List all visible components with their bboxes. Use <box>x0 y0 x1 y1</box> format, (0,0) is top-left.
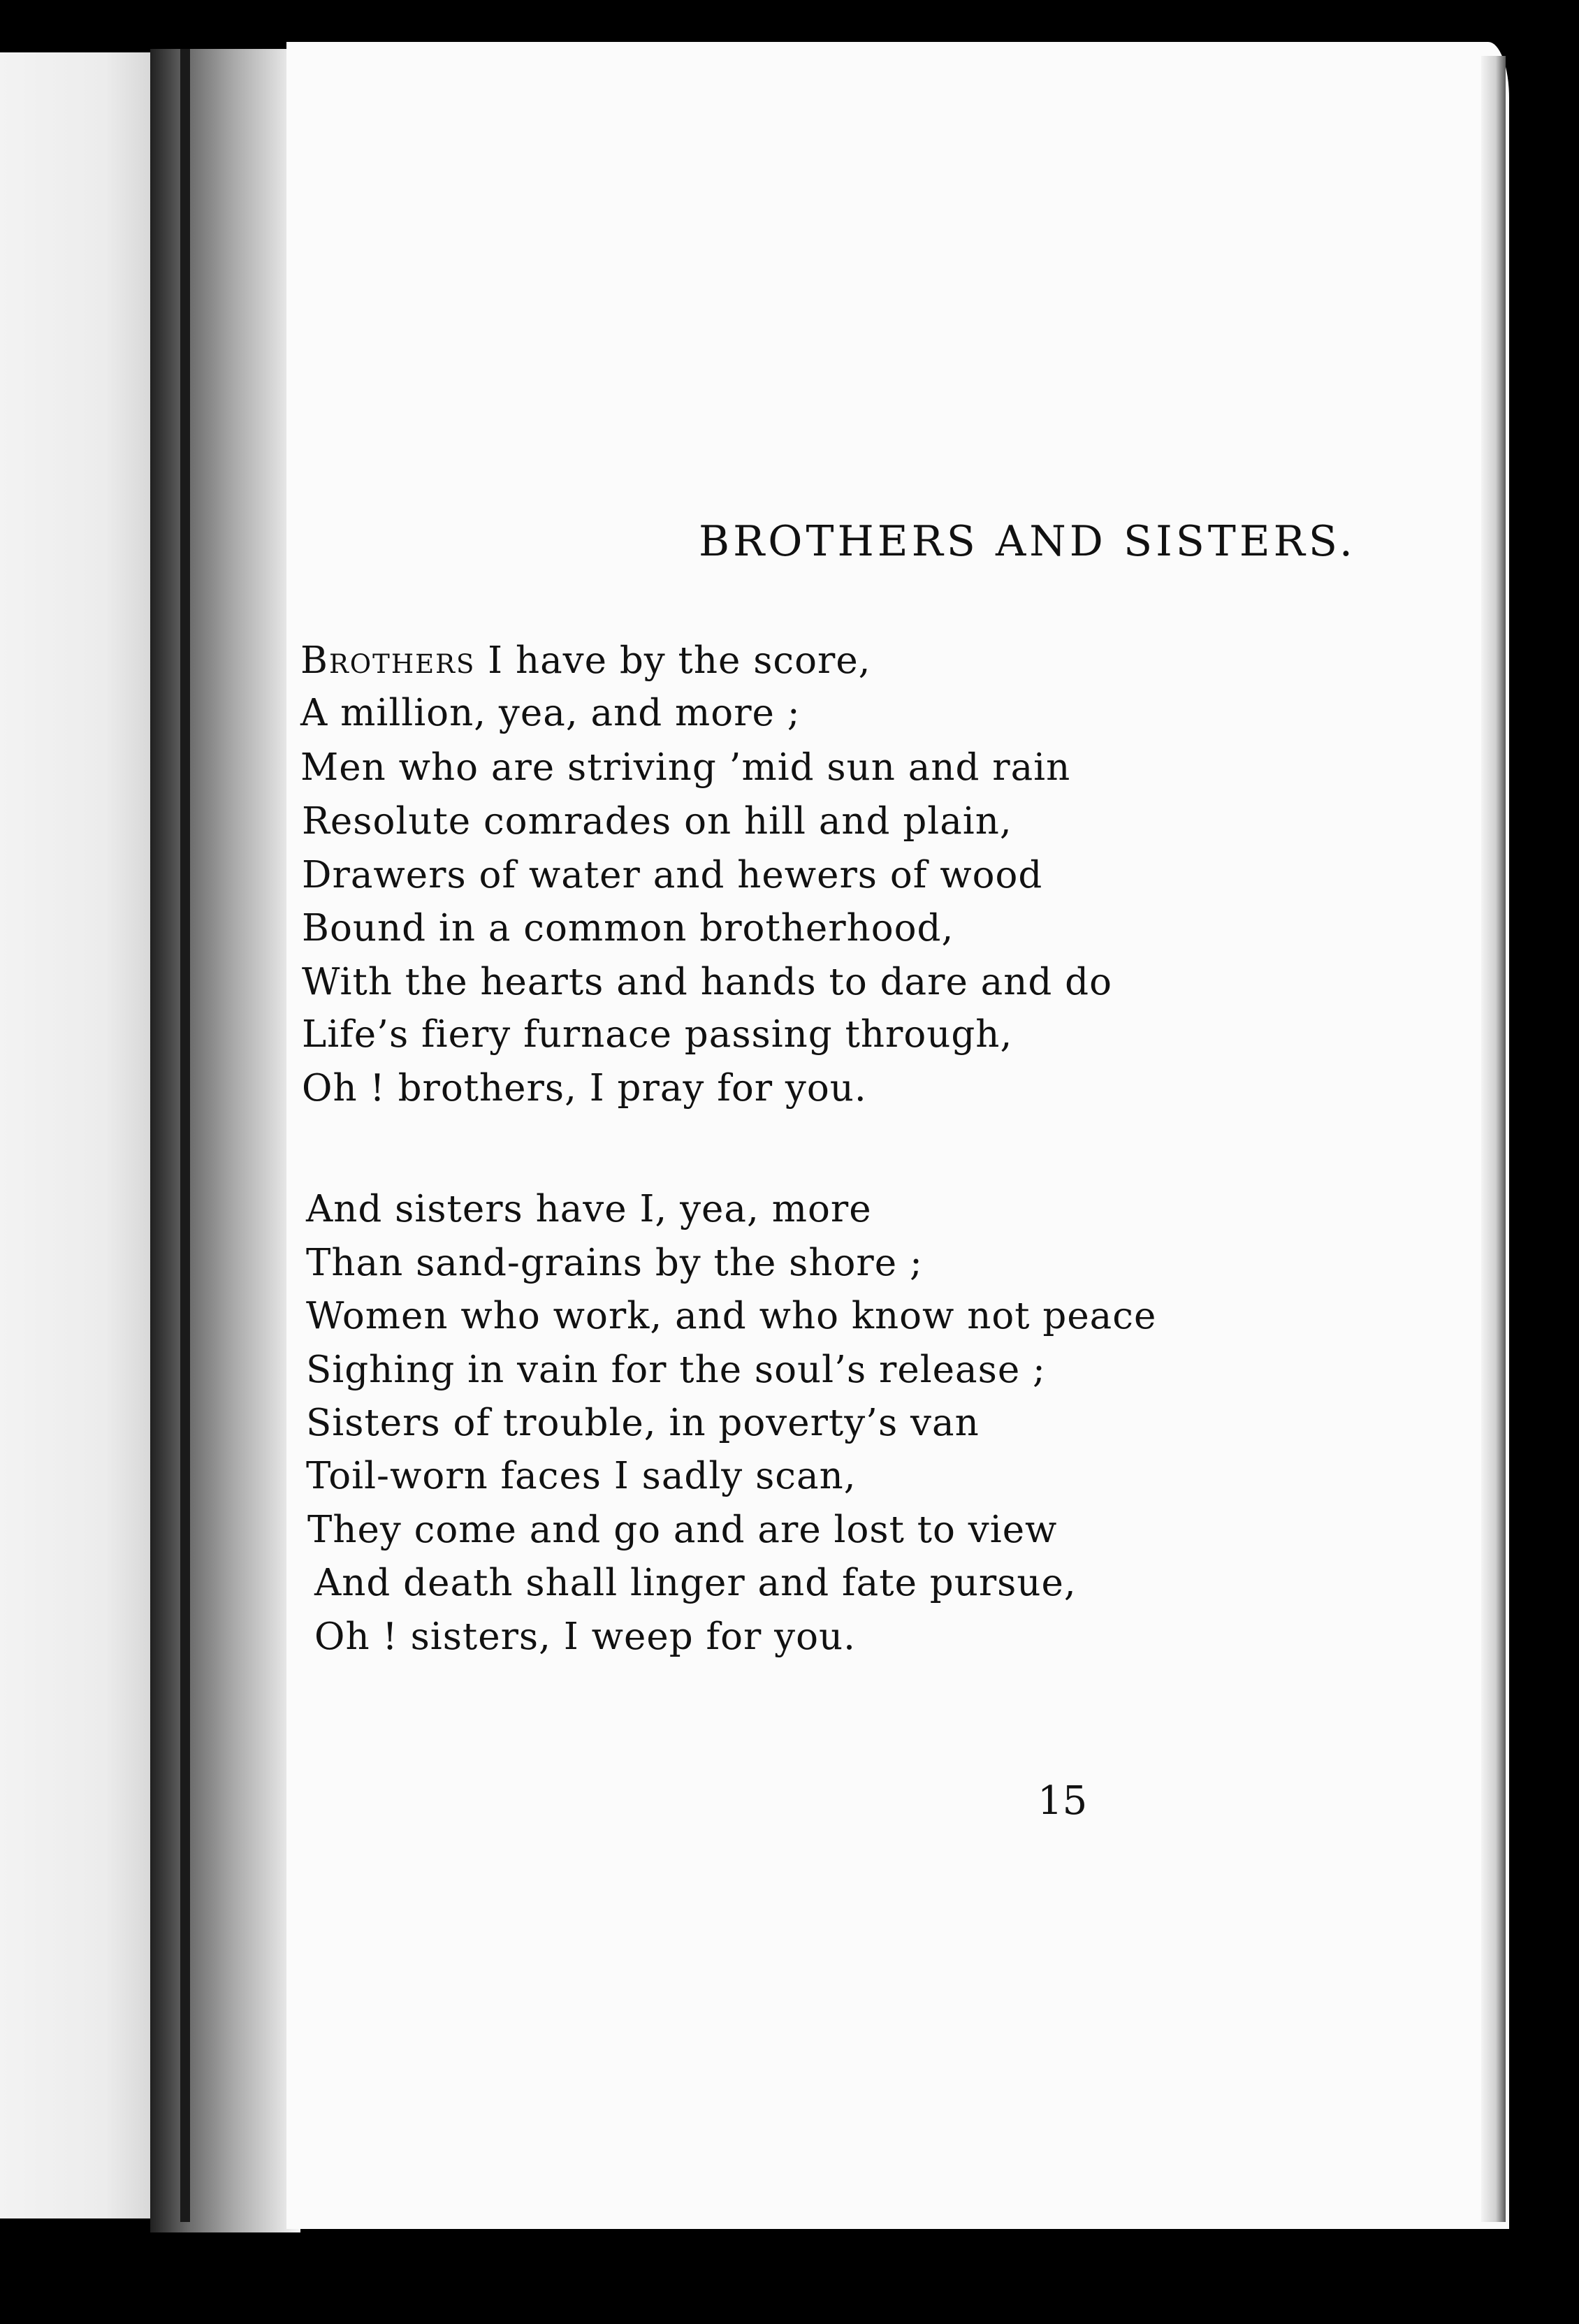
stanza2-line-7: They come and go and are lost to view <box>307 1509 1058 1551</box>
spine-shadow <box>180 49 190 2222</box>
stanza2-line-1: And sisters have I, yea, more <box>306 1188 872 1230</box>
stanza2-line-5: Sisters of trouble, in poverty’s van <box>306 1402 980 1444</box>
stanza1-line-6: Bound in a common brotherhood, <box>302 907 954 950</box>
previous-page-edge <box>0 52 150 2218</box>
stanza2-line-2: Than sand-grains by the shore ; <box>306 1242 923 1284</box>
stanza2-line-4: Sighing in vain for the soul’s release ; <box>306 1349 1046 1391</box>
book-gutter <box>150 49 300 2232</box>
opening-line-rest: I have by the score, <box>475 639 871 682</box>
poem <box>286 42 1509 2229</box>
stanza1-line-7: With the hearts and hands to dare and do <box>302 961 1113 1003</box>
opening-word: Brothers <box>300 639 476 682</box>
stanza2-line-8: And death shall linger and fate pursue, <box>314 1562 1077 1604</box>
stanza1-line-2: A million, yea, and more ; <box>300 692 801 734</box>
stanza1-line-5: Drawers of water and hewers of wood <box>302 854 1043 896</box>
stanza1-line-1 <box>300 639 871 682</box>
stanza2-line-3: Women who work, and who know not peace <box>306 1295 1157 1337</box>
stanza1-line-9: Oh ! brothers, I pray for you. <box>302 1067 867 1110</box>
stanza1-line-8: Life’s fiery furnace passing through, <box>302 1013 1013 1056</box>
stanza1-line-3: Men who are striving ’mid sun and rain <box>300 746 1071 789</box>
stanza2-line-6: Toil-worn faces I sadly scan, <box>306 1455 857 1497</box>
stanza2-line-9: Oh ! sisters, I weep for you. <box>314 1615 857 1658</box>
page-right-edge <box>1481 56 1506 2222</box>
book-page <box>286 42 1509 2229</box>
poem-title: BROTHERS AND SISTERS. <box>699 517 1356 566</box>
stanza1-line-4: Resolute comrades on hill and plain, <box>302 800 1012 843</box>
page-number: 15 <box>1038 1778 1088 1824</box>
